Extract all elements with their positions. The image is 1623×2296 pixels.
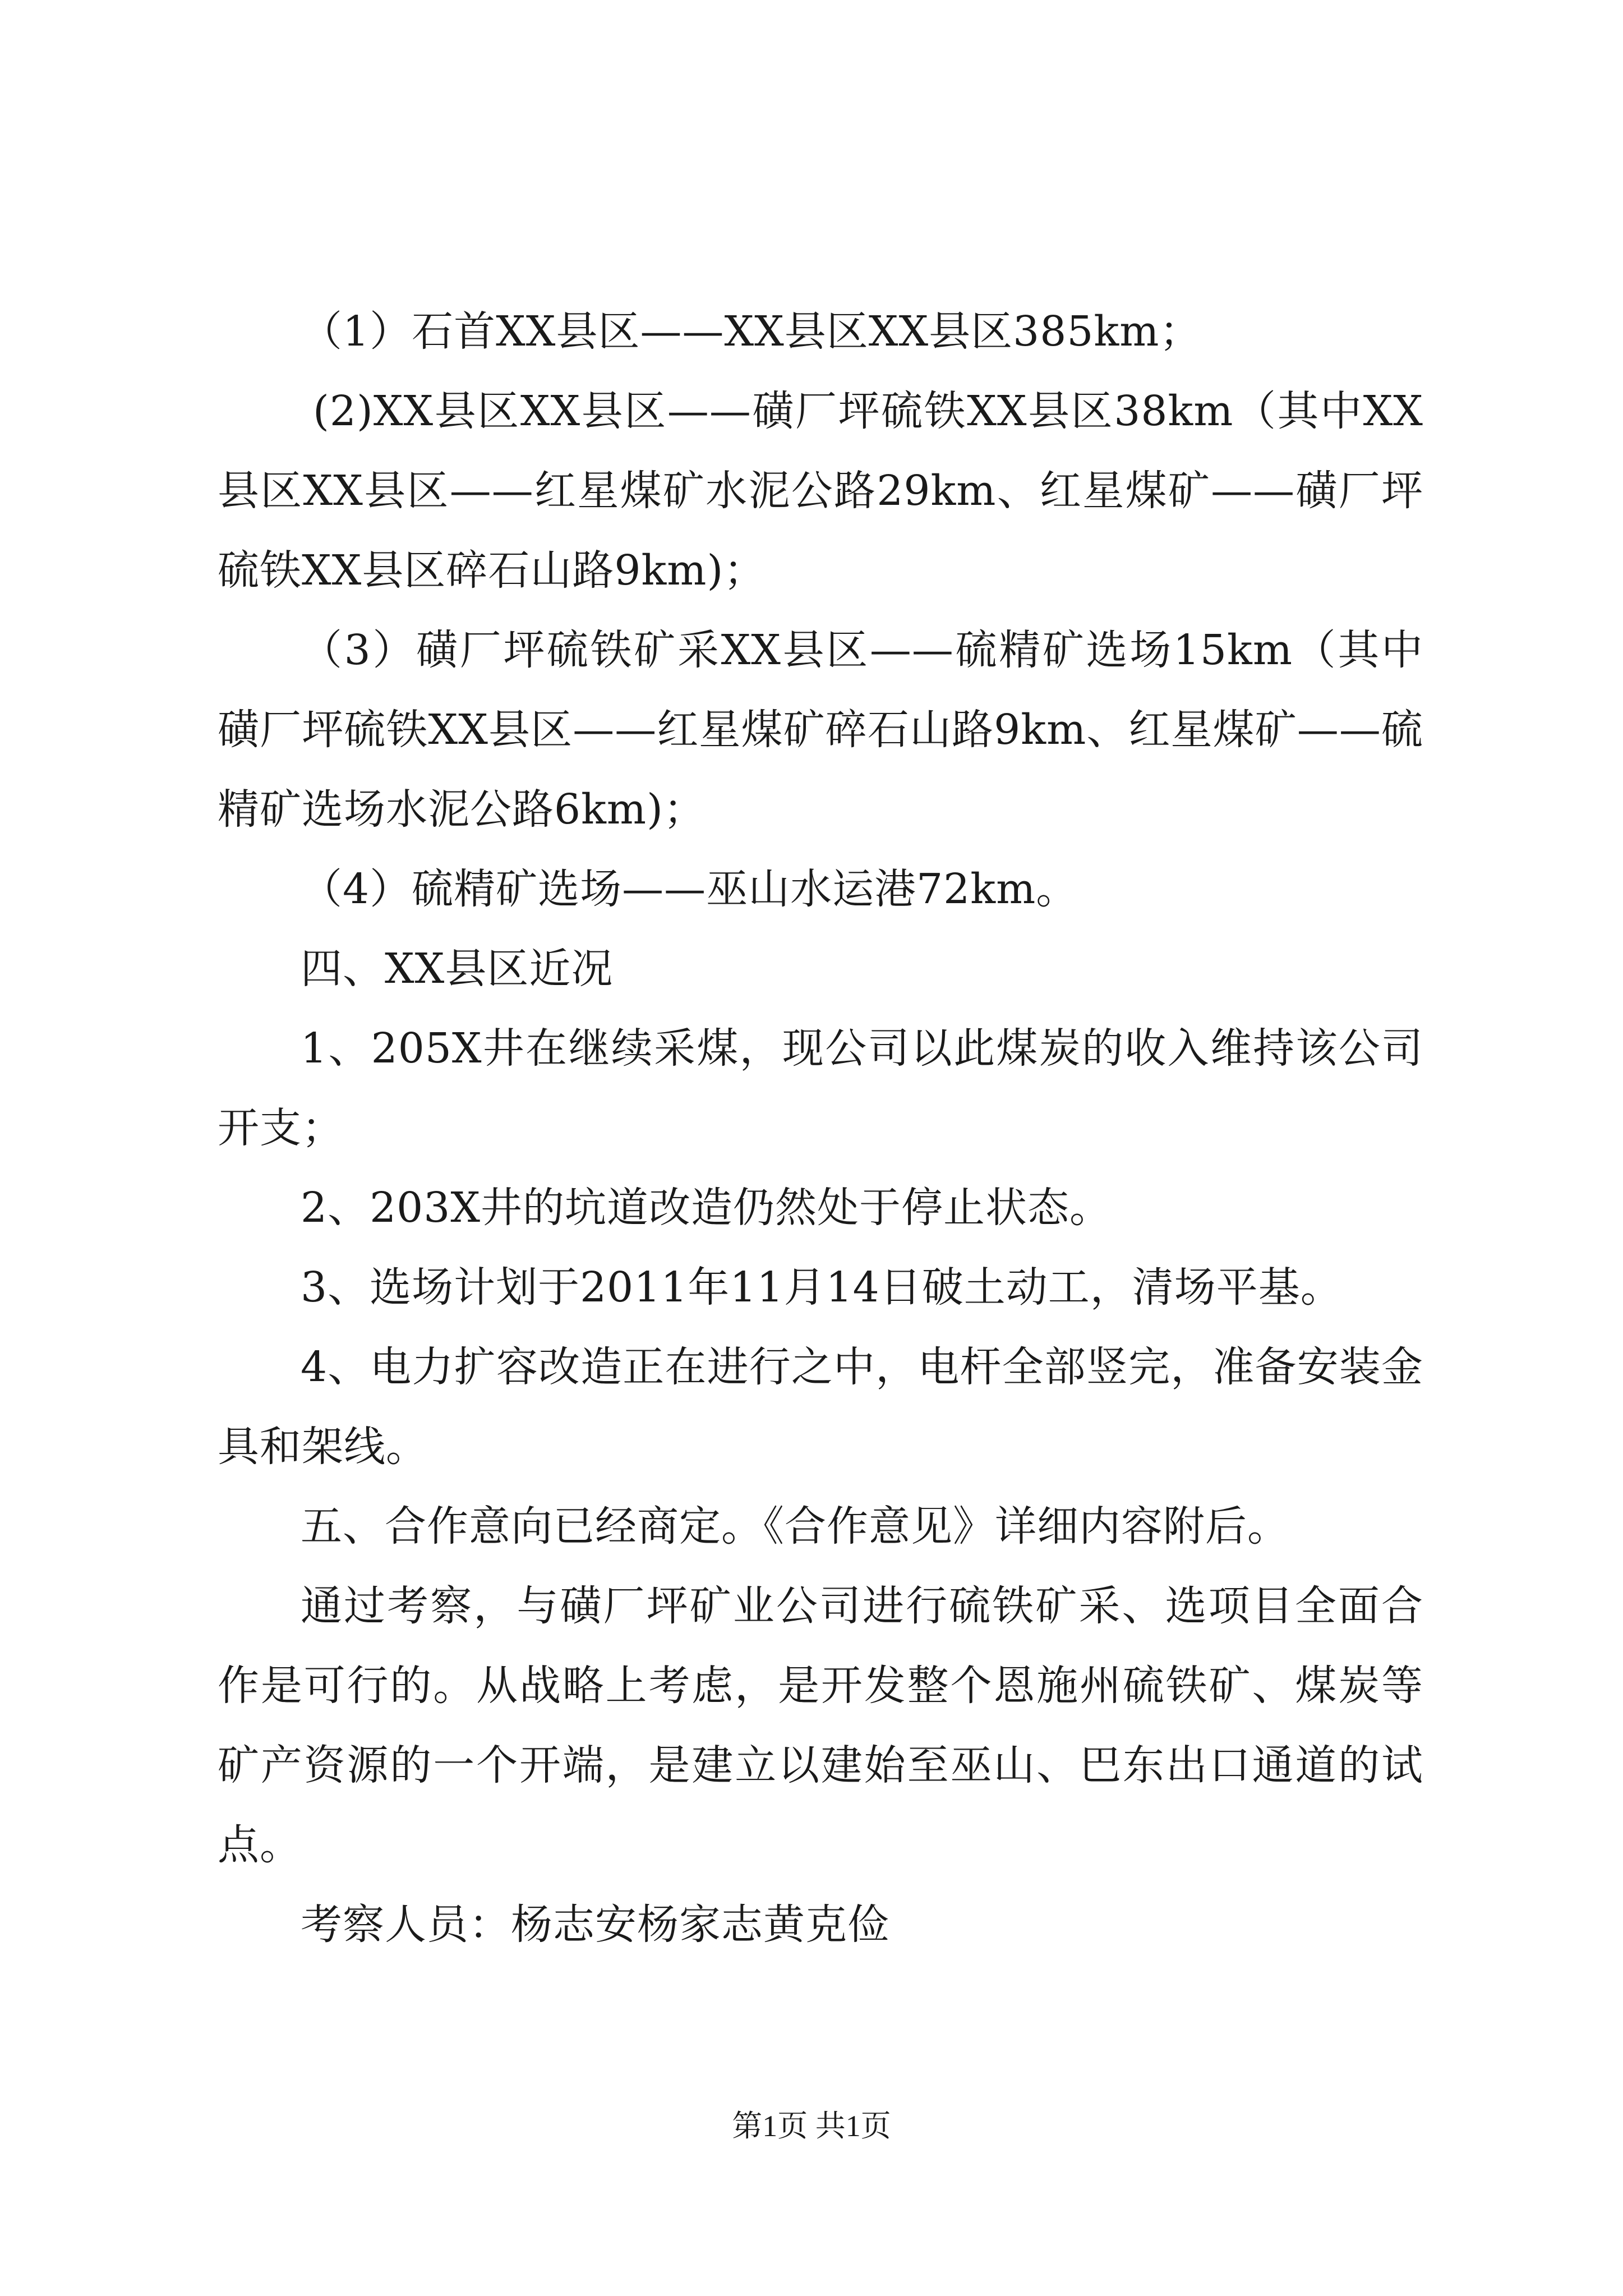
- route-item-4: （4）硫精矿选场——巫山水运港72km。: [301, 865, 1078, 913]
- section-heading-4: 四、XX县区近况: [301, 945, 614, 993]
- route-item-3: （3）磺厂坪硫铁矿采XX县区——硫精矿选场15km（其中磺厂坪硫铁XX县区——红星煤矿碎石山路9km、红星煤矿——硫精矿选场水泥公路6km)；: [218, 626, 1423, 834]
- document-body: [218, 292, 1423, 1964]
- section-heading-5: 五、合作意向已经商定。《合作意见》详细内容附后。: [301, 1502, 1289, 1550]
- status-item-4: 4、电力扩容改造正在进行之中，电杆全部竖完，准备安装金具和架线。: [218, 1343, 1423, 1471]
- status-item-1: 1、205X井在继续采煤，现公司以此煤炭的收入维持该公司开支；: [218, 1024, 1423, 1152]
- conclusion-paragraph: 通过考察，与磺厂坪矿业公司进行硫铁矿采、选项目全面合作是可行的。从战略上考虑，是开发整个恩施州硫铁矿、煤炭等矿产资源的一个开端，是建立以建始至巫山、巴东出口通道的试点。: [218, 1582, 1423, 1869]
- page-footer: 第1页 共1页: [732, 2109, 891, 2143]
- route-item-1: （1）石首XX县区——XX县区XX县区385km；: [301, 307, 1202, 356]
- inspectors-line: 考察人员：杨志安杨家志黄克俭: [301, 1901, 889, 1949]
- status-item-3: 3、选场计划于2011年11月14日破土动工，清场平基。: [301, 1263, 1343, 1312]
- route-item-2: (2)XX县区XX县区——磺厂坪硫铁XX县区38km（其中XX县区XX县区——红星煤矿水泥公路29km、红星煤矿——磺厂坪硫铁XX县区碎石山路9km)；: [218, 387, 1423, 595]
- status-item-2: 2、203X井的坑道改造仍然处于停止状态。: [301, 1184, 1112, 1232]
